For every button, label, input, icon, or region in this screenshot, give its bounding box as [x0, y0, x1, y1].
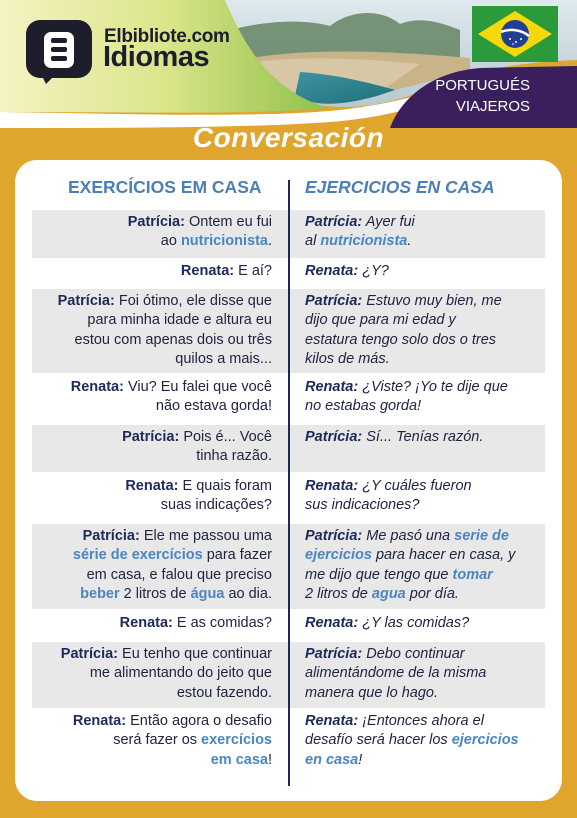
dialogue-text: me alimentando do jeito que: [89, 665, 272, 682]
page-title: Conversación: [192, 122, 385, 153]
dialogue-text: ¿Viste? ¡Yo te dije que: [358, 379, 508, 395]
badge-level: VIAJEROS: [455, 98, 530, 115]
dialogue-text: Estuvo muy bien, me: [362, 293, 502, 309]
column-heading-portuguese: EXERCÍCIOS EM CASA: [68, 177, 262, 197]
dialogue-text: Então agora o desafio: [126, 713, 272, 729]
spanish-line: [305, 259, 535, 281]
portuguese-line: [32, 259, 272, 281]
speaker-name: Patrícia:: [305, 214, 363, 230]
speaker-name: Renata:: [125, 478, 179, 494]
dialogue-text: ¿Y las comidas?: [358, 615, 470, 631]
speaker-name: Renata:: [70, 379, 124, 395]
dialogue-text: dijo que para mi edad y: [305, 312, 456, 329]
speaker-name: Patrícia:: [57, 293, 115, 309]
dialogue-text-line: [32, 585, 272, 604]
dialogue-text-line: [32, 213, 272, 232]
portuguese-line: [32, 642, 272, 703]
dialogue-text-line: [32, 527, 272, 546]
vocabulary-highlight: beber: [80, 586, 120, 603]
vocabulary-highlight: en casa: [305, 751, 359, 768]
portuguese-line: [32, 210, 272, 252]
dialogue-text: será fazer os: [113, 732, 202, 749]
vocabulary-highlight: série de exercícios: [72, 547, 203, 564]
dialogue-text-line: [305, 527, 535, 546]
dialogue-text: no estabas gorda!: [305, 398, 422, 415]
dialogue-text: desafío será hacer los: [305, 732, 452, 749]
dialogue-text-line: [305, 496, 535, 515]
dialogue-text-line: [305, 566, 535, 585]
vocabulary-highlight: serie de: [454, 528, 509, 544]
dialogue-text-line: [305, 751, 535, 770]
dialogue-text-line: [32, 496, 272, 515]
dialogue-text: Viu? Eu falei que você: [123, 379, 272, 395]
dialogue-text: Sí... Tenías razón.: [362, 429, 484, 445]
dialogue-text: E as comidas?: [172, 615, 272, 631]
speaker-name: Patrícia:: [122, 429, 180, 445]
dialogue-text: suas indicações?: [160, 497, 272, 514]
brazil-flag-icon: [472, 6, 558, 62]
speaker-name: Renata:: [72, 713, 127, 729]
dialogue-text-line: [32, 731, 272, 750]
dialogue-text: ¡Entonces ahora el: [358, 713, 484, 729]
dialogue-text: Eu tenho que continuar: [118, 646, 272, 662]
speaker-name: Renata:: [305, 478, 359, 494]
header: [0, 0, 577, 128]
dialogue-text-line: [305, 213, 535, 232]
dialogue-text-line: [305, 614, 535, 633]
spanish-line: [305, 642, 535, 703]
portuguese-line: [32, 709, 272, 770]
dialogue-text-line: [305, 712, 535, 731]
dialogue-text: estou com apenas dois ou três: [74, 331, 272, 348]
dialogue-text: para fazer: [202, 547, 272, 564]
dialogue-text-line: [305, 397, 535, 416]
dialogue-text-line: [32, 378, 272, 397]
brand-domain: Elbibliote.com: [104, 26, 230, 47]
speaker-name: Patrícia:: [127, 214, 185, 230]
dialogue-text-line: [32, 664, 272, 683]
dialogue-text: quilos a mais...: [175, 351, 272, 368]
dialogue-text-line: [305, 645, 535, 664]
dialogue-text: estou fazendo.: [176, 684, 272, 701]
spanish-line: [305, 375, 535, 417]
logo-icon: [24, 18, 94, 84]
speaker-name: Patrícia:: [82, 528, 140, 544]
vocabulary-highlight: nutricionista: [180, 233, 268, 250]
speaker-name: Patrícia:: [305, 646, 363, 662]
dialogue-text-line: [32, 428, 272, 447]
dialogue-text: ¿Y cuáles fueron: [358, 478, 472, 494]
dialogue-text-line: [305, 684, 535, 703]
dialogue-text-line: [305, 350, 535, 369]
badge-language: PORTUGUÉS: [435, 77, 530, 94]
portuguese-line: [32, 611, 272, 633]
spanish-line: [305, 524, 535, 605]
spanish-line: [305, 210, 535, 252]
dialogue-text: 2 litros de: [119, 586, 191, 603]
portuguese-line: [32, 425, 272, 467]
portuguese-line: [32, 375, 272, 417]
dialogue-text-line: [305, 292, 535, 311]
dialogue-text: ¿Y?: [358, 263, 389, 279]
dialogue-text: Ayer fui: [362, 214, 415, 230]
dialogue-text-line: [305, 585, 535, 604]
dialogue-text-line: [32, 331, 272, 350]
dialogue-text-line: [305, 232, 535, 251]
dialogue-text-line: [32, 397, 272, 416]
spanish-line: [305, 709, 535, 770]
speaker-name: Patrícia:: [305, 293, 363, 309]
dialogue-text: 2 litros de: [305, 586, 372, 603]
dialogue-text: kilos de más.: [305, 351, 390, 368]
spanish-line: [305, 425, 535, 447]
speaker-name: Renata:: [305, 615, 359, 631]
dialogue-text: alimentándome de la misma: [305, 665, 487, 682]
dialogue-text-line: [32, 645, 272, 664]
dialogue-text: sus indicaciones?: [305, 497, 420, 514]
vocabulary-highlight: agua: [371, 586, 406, 603]
dialogue-text: para minha idade e altura eu: [87, 312, 272, 329]
dialogue-text-line: [32, 262, 272, 281]
speaker-name: Renata:: [119, 615, 173, 631]
dialogue-text: Ontem eu fui: [184, 214, 272, 230]
portuguese-line: [32, 289, 272, 370]
speaker-name: Patrícia:: [60, 646, 119, 662]
dialogue-text-line: [32, 311, 272, 330]
portuguese-line: [32, 524, 272, 605]
dialogue-text-line: [32, 232, 272, 251]
dialogue-text: me dijo que tengo que: [305, 566, 453, 583]
dialogue-text: ao dia.: [224, 586, 272, 603]
dialogue-text: .: [407, 233, 412, 250]
speaker-name: Patrícia:: [305, 528, 363, 544]
vocabulary-highlight: tomar: [452, 566, 493, 583]
dialogue-text-line: [32, 292, 272, 311]
dialogue-text: .: [267, 233, 272, 250]
vocabulary-highlight: em casa: [210, 751, 268, 768]
column-divider: [288, 180, 290, 786]
spanish-line: [305, 289, 535, 370]
dialogue-text-line: [305, 311, 535, 330]
speaker-name: Renata:: [305, 263, 359, 279]
dialogue-text-line: [32, 350, 272, 369]
dialogue-text-line: [32, 546, 272, 565]
dialogue-text: em casa, e falou que preciso: [86, 566, 272, 583]
dialogue-text-line: [32, 477, 272, 496]
dialogue-text: estatura tengo solo dos o tres: [305, 331, 497, 348]
dialogue-text-line: [32, 712, 272, 731]
portuguese-line: [32, 474, 272, 516]
dialogue-text-line: [32, 614, 272, 633]
speaker-name: Renata:: [305, 379, 359, 395]
course-badge: [404, 68, 544, 120]
dialogue-text: Pois é... Você: [179, 429, 272, 445]
column-heading-spanish: EJERCICIOS EN CASA: [305, 177, 495, 197]
dialogue-text: por día.: [405, 586, 459, 603]
vocabulary-highlight: nutricionista: [320, 233, 408, 250]
dialogue-text-line: [32, 566, 272, 585]
dialogue-text: não estava gorda!: [155, 398, 272, 415]
dialogue-text-line: [305, 477, 535, 496]
dialogue-text-line: [32, 751, 272, 770]
dialogue-text-line: [305, 546, 535, 565]
dialogue-text: para hacer en casa, y: [371, 547, 516, 564]
dialogue-text-line: [305, 331, 535, 350]
dialogue-text-line: [305, 664, 535, 683]
spanish-line: [305, 611, 535, 633]
dialogue-text: Debo continuar: [362, 646, 465, 662]
dialogue-text: Me pasó una: [362, 528, 455, 544]
dialogue-text-line: [305, 378, 535, 397]
dialogue-text-line: [305, 262, 535, 281]
dialogue-text: E aí?: [234, 263, 272, 279]
dialogue-text: !: [358, 751, 363, 768]
vocabulary-highlight: ejercicios: [305, 547, 372, 564]
spanish-line: [305, 474, 535, 516]
vocabulary-highlight: ejercicios: [451, 732, 519, 749]
dialogue-text: E quais foram: [178, 478, 272, 494]
speaker-name: Patrícia:: [305, 429, 363, 445]
dialogue-text-line: [305, 731, 535, 750]
dialogue-text: Foi ótimo, ele disse que: [114, 293, 272, 309]
dialogue-text-line: [32, 684, 272, 703]
dialogue-text: !: [267, 751, 272, 768]
dialogue-text: al: [305, 233, 321, 250]
dialogue-text: Ele me passou uma: [139, 528, 272, 544]
vocabulary-highlight: exercícios: [201, 732, 272, 749]
vocabulary-highlight: água: [190, 586, 225, 603]
dialogue-text: tinha razão.: [196, 448, 272, 465]
speaker-name: Renata:: [180, 263, 235, 279]
dialogue-text-line: [32, 447, 272, 466]
dialogue-text: ao: [160, 233, 181, 250]
dialogue-text: manera que lo hago.: [305, 684, 439, 701]
brand-name: Idiomas: [103, 41, 210, 73]
dialogue-text-line: [305, 428, 535, 447]
speaker-name: Renata:: [305, 713, 359, 729]
